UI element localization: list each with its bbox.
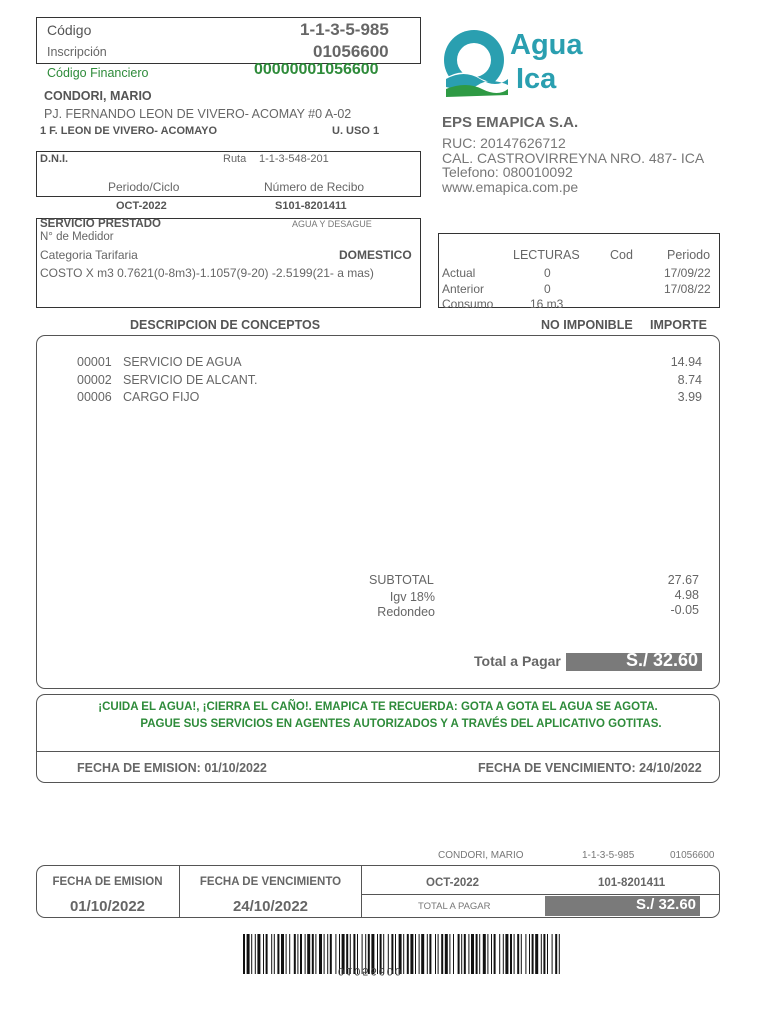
barcode-bar <box>277 934 279 974</box>
service-type: AGUA Y DESAGUE <box>292 219 372 229</box>
inscripcion-label: Inscripción <box>47 45 107 59</box>
barcode-bar <box>403 934 404 974</box>
reading-anterior-periodo: 17/08/22 <box>664 282 711 296</box>
company-website: www.emapica.com.pe <box>442 179 579 195</box>
barcode-bar <box>427 934 428 974</box>
barcode-bar <box>479 934 480 974</box>
concept-desc: SERVICIO DE ALCANT. <box>123 373 258 387</box>
logo-text-agua: Agua <box>510 29 583 61</box>
barcode-bar <box>445 934 448 974</box>
stub-emision-value: 01/10/2022 <box>69 898 146 915</box>
barcode-bar <box>294 934 296 974</box>
barcode-bar <box>307 934 310 974</box>
concept-code: 00002 <box>77 373 112 387</box>
concept-amount: 8.74 <box>677 373 702 387</box>
cod-header: Cod <box>610 248 633 262</box>
barcode-bar <box>461 934 462 974</box>
barcode-bar <box>453 934 454 974</box>
barcode-bar <box>281 934 284 974</box>
barcode-bar <box>335 934 336 974</box>
total-label: Total a Pagar <box>474 653 561 669</box>
barcode-bar <box>514 934 515 974</box>
periodo-header: Periodo <box>667 248 711 262</box>
concept-code: 00001 <box>77 355 112 369</box>
barcode-bar <box>464 934 466 974</box>
barcode-bar <box>476 934 478 974</box>
concept-desc: SERVICIO DE AGUA <box>123 355 242 369</box>
ruta-value: 1-1-3-548-201 <box>259 153 329 165</box>
barcode-bar <box>271 934 272 974</box>
barcode-bar <box>521 934 522 974</box>
tarifa-value: DOMESTICO <box>339 248 412 262</box>
barcode-bar <box>255 934 256 974</box>
redondeo-label: Redondeo <box>377 605 435 619</box>
financiero-value: 00000001056600 <box>254 61 379 78</box>
barcode-bar <box>441 934 443 974</box>
codigo-label: Código <box>47 22 92 38</box>
subtotal-label: SUBTOTAL <box>369 573 434 587</box>
barcode-bar <box>499 934 500 974</box>
barcode-bar <box>407 934 409 974</box>
barcode-bar <box>263 934 264 974</box>
periodo-value: OCT-2022 <box>116 200 167 212</box>
codigo-value: 1-1-3-5-985 <box>300 20 389 39</box>
reading-actual-label: Actual <box>442 266 476 280</box>
barcode-bar <box>517 934 519 974</box>
reading-actual-value: 0 <box>544 266 551 280</box>
service-title: SERVICIO PRESTADO <box>40 218 161 230</box>
barcode-bar <box>487 934 488 974</box>
barcode-bar <box>312 934 314 974</box>
concepts-box <box>36 335 720 689</box>
company-name: EPS EMAPICA S.A. <box>442 114 579 131</box>
stub-vencimiento-value: 24/10/2022 <box>232 898 309 915</box>
barcode-bar <box>483 934 486 974</box>
barcode-bar <box>330 934 332 974</box>
customer-address: PJ. FERNANDO LEON DE VIVERO- ACOMAY #0 A-02 <box>44 107 352 121</box>
barcode-bar <box>289 934 290 974</box>
company-phone: Telefono: 080010092 <box>442 164 573 180</box>
vencimiento-date: FECHA DE VENCIMIENTO: 24/10/2022 <box>478 761 702 775</box>
stub-divider-2 <box>361 865 362 918</box>
barcode-bar <box>491 934 492 974</box>
message-line2: PAGUE SUS SERVICIOS EN AGENTES AUTORIZADOS Y A TRAVÉS DEL APLICATIVO GOTITAS. <box>140 718 662 730</box>
barcode-bar <box>319 934 322 974</box>
inscripcion-value: 01056600 <box>313 42 389 61</box>
customer-name: CONDORI, MARIO <box>44 89 152 103</box>
total-value: S./ 32.60 <box>625 650 698 670</box>
company-ruc: RUC: 20147626712 <box>442 135 566 151</box>
barcode-bar <box>410 934 413 974</box>
barcode-bar <box>266 934 268 974</box>
barcode-bar <box>315 934 316 974</box>
barcode-bar <box>552 934 553 974</box>
recibo-label: Número de Recibo <box>264 180 365 194</box>
barcode-bar <box>458 934 460 974</box>
stub-total-label: TOTAL A PAGAR <box>418 901 491 912</box>
concepts-noimp-header: NO IMPONIBLE <box>541 318 633 332</box>
stub-periodo: OCT-2022 <box>426 877 480 889</box>
barcode-bar <box>503 934 504 974</box>
igv-label: Igv 18% <box>389 590 435 604</box>
logo-text-ica: Ica <box>516 63 557 95</box>
water-drop-icon <box>438 27 510 99</box>
barcode-bar <box>510 934 512 974</box>
barcode-bar <box>435 934 436 974</box>
concept-code: 00006 <box>77 390 112 404</box>
recibo-value: S101-8201411 <box>275 200 347 212</box>
barcode-bar <box>494 934 496 974</box>
barcode-bar <box>247 934 250 974</box>
costo-text: COSTO X m3 0.7621(0-8m3)-1.1057(9-20) -2.5199(21- a mas) <box>40 266 374 280</box>
barcode-bar <box>438 934 439 974</box>
financiero-label: Código Financiero <box>47 66 149 80</box>
stub-name: CONDORI, MARIO <box>438 850 524 861</box>
stub-inscripcion: 01056600 <box>670 850 715 861</box>
lecturas-header: LECTURAS <box>513 248 580 262</box>
ruta-label: Ruta <box>223 153 247 165</box>
company-address: CAL. CASTROVIRREYNA NRO. 487- ICA <box>442 150 705 166</box>
barcode-bar <box>324 934 325 974</box>
message-divider <box>36 751 720 752</box>
reading-consumo-value: 16 m3 <box>530 297 564 311</box>
barcode-bar <box>471 934 474 974</box>
barcode-bar <box>468 934 469 974</box>
barcode-bar <box>559 934 560 974</box>
concept-desc: CARGO FIJO <box>123 390 200 404</box>
barcode-bar <box>449 934 450 974</box>
barcode-bar <box>243 934 245 974</box>
periodo-label: Periodo/Ciclo <box>108 180 180 194</box>
subtotal-value: 27.67 <box>667 573 699 587</box>
barcode-bar <box>429 934 431 974</box>
barcode-bar <box>541 934 542 974</box>
barcode-bar <box>415 934 416 974</box>
barcode-bar <box>300 934 302 974</box>
concepts-importe-header: IMPORTE <box>650 318 707 332</box>
reading-actual-periodo: 17/09/22 <box>664 266 711 280</box>
message-line1: ¡CUIDA EL AGUA!, ¡CIERRA EL CAÑO!. EMAPICA TE RECUERDA: GOTA A GOTA EL AGUA SE AGOTA. <box>98 701 658 713</box>
barcode-bar <box>327 934 328 974</box>
stub-emision-label: FECHA DE EMISION <box>52 876 163 888</box>
stub-total-value: S./ 32.60 <box>635 896 696 913</box>
customer-address-short: 1 F. LEON DE VIVERO- ACOMAYO <box>40 125 218 137</box>
barcode-bar <box>251 934 252 974</box>
tarifa-label: Categoria Tarifaria <box>40 248 138 262</box>
stub-codigo: 1-1-3-5-985 <box>582 850 635 861</box>
redondeo-value: -0.05 <box>670 603 699 617</box>
concept-amount: 14.94 <box>670 355 702 369</box>
emision-date: FECHA DE EMISION: 01/10/2022 <box>77 761 267 775</box>
igv-value: 4.98 <box>674 588 699 602</box>
barcode-bar <box>547 934 548 974</box>
stub-vencimiento-label: FECHA DE VENCIMIENTO <box>199 876 342 888</box>
barcode-bar <box>419 934 420 974</box>
barcode-bar <box>274 934 275 974</box>
barcode-bar <box>297 934 298 974</box>
barcode-text: 01056600 <box>338 965 403 977</box>
barcode-bar <box>532 934 534 974</box>
concepts-desc-header: DESCRIPCION DE CONCEPTOS <box>130 318 321 332</box>
barcode-bar <box>505 934 508 974</box>
barcode-bar <box>535 934 538 974</box>
reading-anterior-label: Anterior <box>442 282 485 296</box>
uso-value: U. USO 1 <box>332 125 380 137</box>
dni-label: D.N.I. <box>40 153 69 165</box>
barcode-bar <box>286 934 287 974</box>
reading-consumo-label: Consumo <box>442 297 494 311</box>
concept-amount: 3.99 <box>677 390 702 404</box>
medidor-label: N° de Medidor <box>40 231 114 243</box>
barcode-bar <box>543 934 545 974</box>
barcode-bar <box>529 934 530 974</box>
agua-ica-logo <box>438 27 598 102</box>
reading-anterior-value: 0 <box>544 282 551 296</box>
barcode-bar <box>555 934 557 974</box>
stub-recibo: 101-8201411 <box>598 877 666 889</box>
barcode-bar <box>421 934 424 974</box>
stub-divider-3 <box>361 894 720 895</box>
barcode-bar <box>257 934 260 974</box>
barcode-bar <box>305 934 306 974</box>
barcode-bar <box>525 934 526 974</box>
